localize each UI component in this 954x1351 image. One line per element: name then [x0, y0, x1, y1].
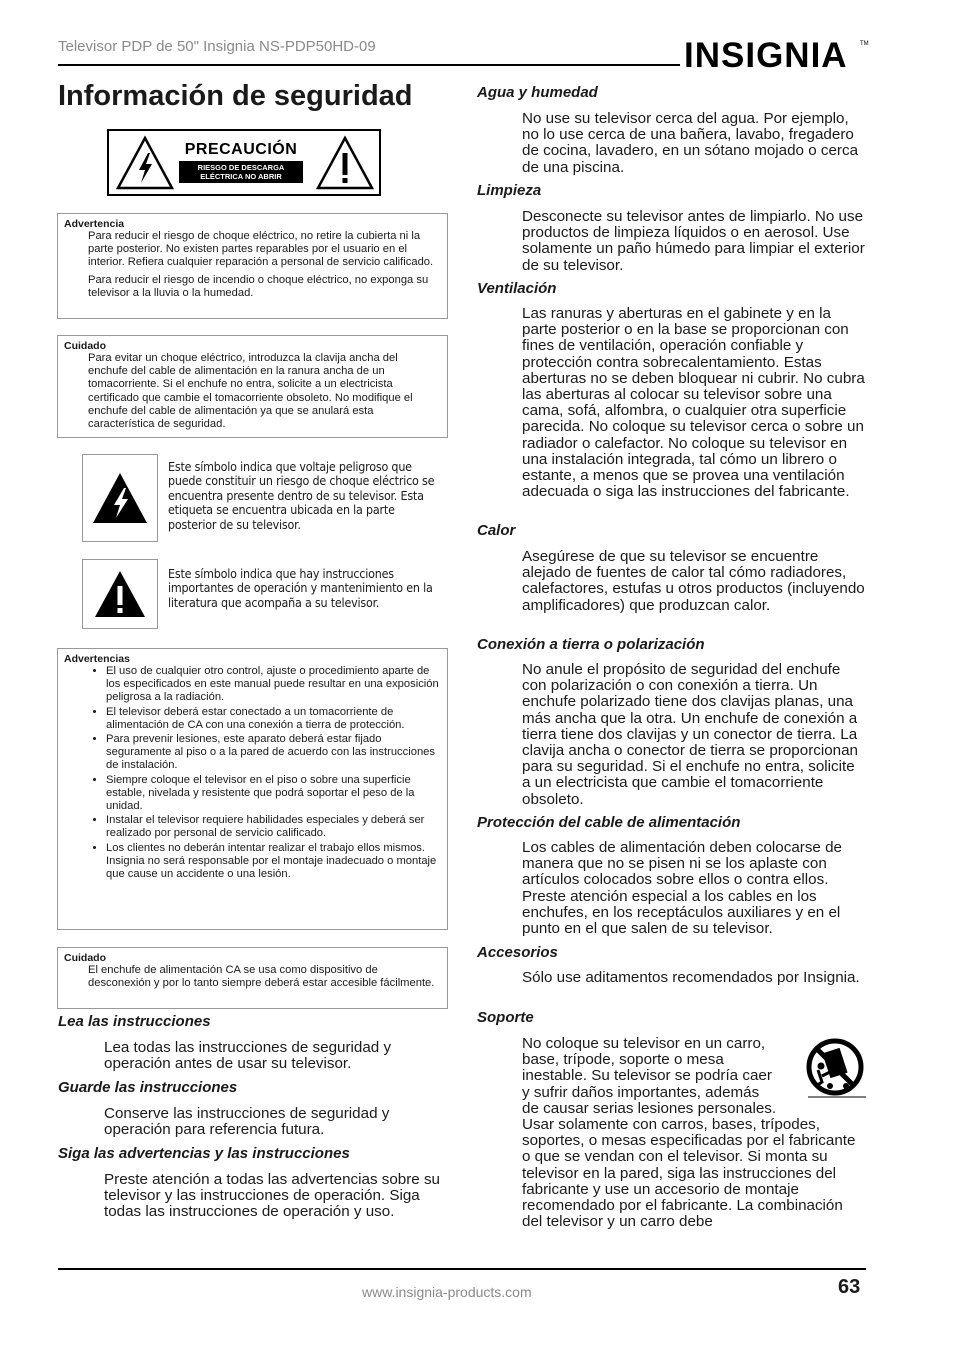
section-heading-cleaning: Limpieza — [477, 182, 542, 199]
footer-rule — [58, 1268, 866, 1270]
section-heading-heat: Calor — [477, 522, 516, 539]
warning-label: Advertencia — [64, 218, 125, 230]
header-title: Televisor PDP de 50" Insignia NS-PDP50HD-09 — [58, 38, 376, 55]
section-text-stand: Usar solamente con carros, bases, trípodes, soportes, o mesas especificadas por el fabricante o que se vendan con el televisor. Si monta su televisor en la pared, siga las instrucciones del fabricante y use un accesorio de montaje recomendado por el fabricante. La combinación del televisor y un carro debe — [522, 1116, 856, 1231]
section-text-follow: Preste atención a todas las advertencias sobre su televisor y las instrucciones de operación. Siga todas las instrucciones de operación y uso. — [104, 1171, 441, 1221]
section-heading-follow: Siga las advertencias y las instrucciones — [58, 1145, 350, 1162]
section-text-ventilation: Las ranuras y aberturas en el gabinete y en la parte posterior o en la base se proporcionan con fines de ventilación, operación confiable y protección contra sobrecalentamiento. Estas aberturas no se deben bloquear ni cubrir. No cubra las aberturas al colocar su televisor sobre una cama, sofá, alfombra, o cualquier otra superficie parecida. No coloque su televisor cerca o sobre un radiador o calefactor. No coloque su televisor en una instalación integrada, tal cómo un librero o estante, a menos que se provea una ventilación adecuada o siga las instrucciones del fabricante. — [522, 305, 865, 501]
section-heading-keep: Guarde las instrucciones — [58, 1079, 238, 1096]
footer-url: www.insignia-products.com — [362, 1284, 532, 1300]
voltage-symbol-text: Este símbolo indica que voltaje peligroso que puede constituir un riesgo de choque eléctrico se encuentra presente dentro de su televisor. Esta etiqueta se encuentra ubicada en la parte posterior de su televisor. — [168, 459, 435, 532]
exclamation-warning-icon — [93, 569, 147, 619]
list-item: • Siempre coloque el televisor en el piso o sobre una superficie estable, nivelada y resistente que podrá soportar el peso de la unidad. — [106, 774, 439, 814]
care-text: Para evitar un choque eléctrico, introduzca la clavija ancha del enchufe del cable de alimentación en la ranura ancha de un tomacorriente. Si el enchufe no entra, solicite a un electricista certificado que cambie el tomacorriente obsoleto. No modifique el enchufe del cable de alimentación ya que se anulará esta característica de seguridad. — [88, 352, 413, 431]
warnings-label: Advertencias — [64, 653, 130, 665]
section-text-cleaning: Desconecte su televisor antes de limpiarlo. No use productos de limpieza líquidos o en aerosol. Use solamente un paño húmedo para limpiar el exterior de su televisor. — [522, 208, 865, 274]
caution-title: PRECAUCIÓN — [184, 141, 298, 158]
caution-line2: ELÉCTRICA NO ABRIR — [200, 172, 282, 181]
section-text-heat: Asegúrese de que su televisor se encuentre alejado de fuentes de calor tal cómo radiadores, calefactores, estufas u otros productos (incluyendo amplificadores) que produzcan calor. — [522, 548, 865, 614]
section-heading-cord: Protección del cable de alimentación — [477, 814, 741, 831]
section-heading-water: Agua y humedad — [477, 84, 598, 101]
list-item: • El uso de cualquier otro control, ajuste o procedimiento aparte de los especificados en este manual puede resultar en una exposición peligrosa a la radiación. — [106, 665, 439, 705]
section-heading-ventilation: Ventilación — [477, 280, 557, 297]
section-heading-accessories: Accesorios — [477, 944, 558, 961]
logo-text: INSIGNIA — [684, 36, 848, 74]
section-text-keep: Conserve las instrucciones de seguridad y operación para referencia futura. — [104, 1105, 390, 1139]
care-text-2: El enchufe de alimentación CA se usa como dispositivo de desconexión y por lo tanto siempre deberá estar accesible fácilmente. — [88, 964, 435, 990]
care-box — [57, 335, 448, 438]
section-heading-grounding: Conexión a tierra o polarización — [477, 636, 705, 653]
warning-text-2: Para reducir el riesgo de incendio o choque eléctrico, no exponga su televisor a la lluvia o la humedad. — [88, 273, 429, 299]
lightning-warning-icon — [91, 471, 149, 525]
caution-text-panel — [179, 141, 303, 185]
voltage-symbol — [82, 454, 158, 542]
care-box-2 — [57, 947, 448, 1009]
section-heading-stand: Soporte — [477, 1009, 534, 1026]
section-text-read: Lea todas las instrucciones de seguridad y operación antes de usar su televisor. — [104, 1039, 392, 1073]
lightning-triangle-icon — [115, 135, 175, 191]
caution-line1: RIESGO DE DESCARGA — [197, 163, 285, 172]
logo-tm: TM — [860, 41, 869, 47]
section-heading-read: Lea las instrucciones — [58, 1013, 211, 1030]
caution-subtext — [179, 161, 303, 183]
care-label: Cuidado — [64, 340, 106, 352]
list-item: • El televisor deberá estar conectado a un tomacorriente de alimentación de CA con una conexión a tierra de protección. — [106, 706, 439, 732]
exclamation-triangle-icon — [315, 135, 375, 191]
section-text-grounding: No anule el propósito de seguridad del enchufe con polarización o con conexión a tierra. Un enchufe polarizado tiene dos clavijas planas, una más ancha que la otra. Un enchufe de conexión a tierra tiene dos clavijas y un conector de tierra. La clavija ancha o conector de tierra se proporcionan para su seguridad. Si el enchufe no entra, solicite a un electricista que cambie el tomacorriente obsoleto. — [522, 661, 859, 808]
section-text-water: No use su televisor cerca del agua. Por ejemplo, no lo use cerca de una bañera, lavabo, fregadero de cocina, lavadero, en un sótano mojado o cerca de una piscina. — [522, 110, 859, 176]
section-text-accessories: Sólo use aditamentos recomendados por Insignia. — [522, 969, 860, 986]
warnings-list — [88, 665, 439, 881]
page-number: 63 — [838, 1276, 861, 1298]
cart-tipover-icon — [804, 1036, 866, 1098]
symbol-row-instructions — [82, 559, 436, 629]
warnings-box — [57, 648, 448, 930]
caution-label — [107, 129, 381, 196]
list-item: • Para prevenir lesiones, este aparato deberá estar fijado seguramente al piso o a la pared de acuerdo con las instrucciones de instalación. — [106, 733, 439, 773]
instructions-symbol — [82, 559, 158, 629]
header-rule — [58, 64, 680, 66]
section-text-cord: Los cables de alimentación deben colocarse de manera que no se pisen ni se los aplaste con artículos colocados sobre ellos o contra ellos. Preste atención especial a los cables en los enchufes, en los receptáculos auxiliares y en el punto en el que salen de su televisor. — [522, 839, 842, 938]
instructions-symbol-text: Este símbolo indica que hay instrucciones importantes de operación y mantenimiento en la literatura que acompaña a su televisor. — [168, 566, 433, 610]
list-item: • Instalar el televisor requiere habilidades especiales y deberá ser realizado por personal de servicio calificado. — [106, 814, 439, 840]
insignia-logo — [684, 34, 869, 74]
warning-text-1: Para reducir el riesgo de choque eléctrico, no retire la cubierta ni la parte posterior. No existen partes reparables por el usuario en el interior. Refiera cualquier reparación a personal de servicio calificado. — [88, 230, 434, 269]
care-label-2: Cuidado — [64, 952, 106, 964]
list-item: • Los clientes no deberán intentar realizar el trabajo ellos mismos. Insignia no será responsable por el montaje inadecuado o montaje que cause un accidente o una lesión. — [106, 842, 439, 882]
section-text-stand-intro: No coloque su televisor en un carro, base, trípode, soporte o mesa inestable. Su televisor se podría caer y sufrir daños importantes, además de causar serias lesiones personales. — [522, 1035, 777, 1117]
page-title: Información de seguridad — [58, 80, 413, 112]
symbol-row-voltage — [82, 454, 436, 542]
warning-box — [57, 213, 448, 319]
